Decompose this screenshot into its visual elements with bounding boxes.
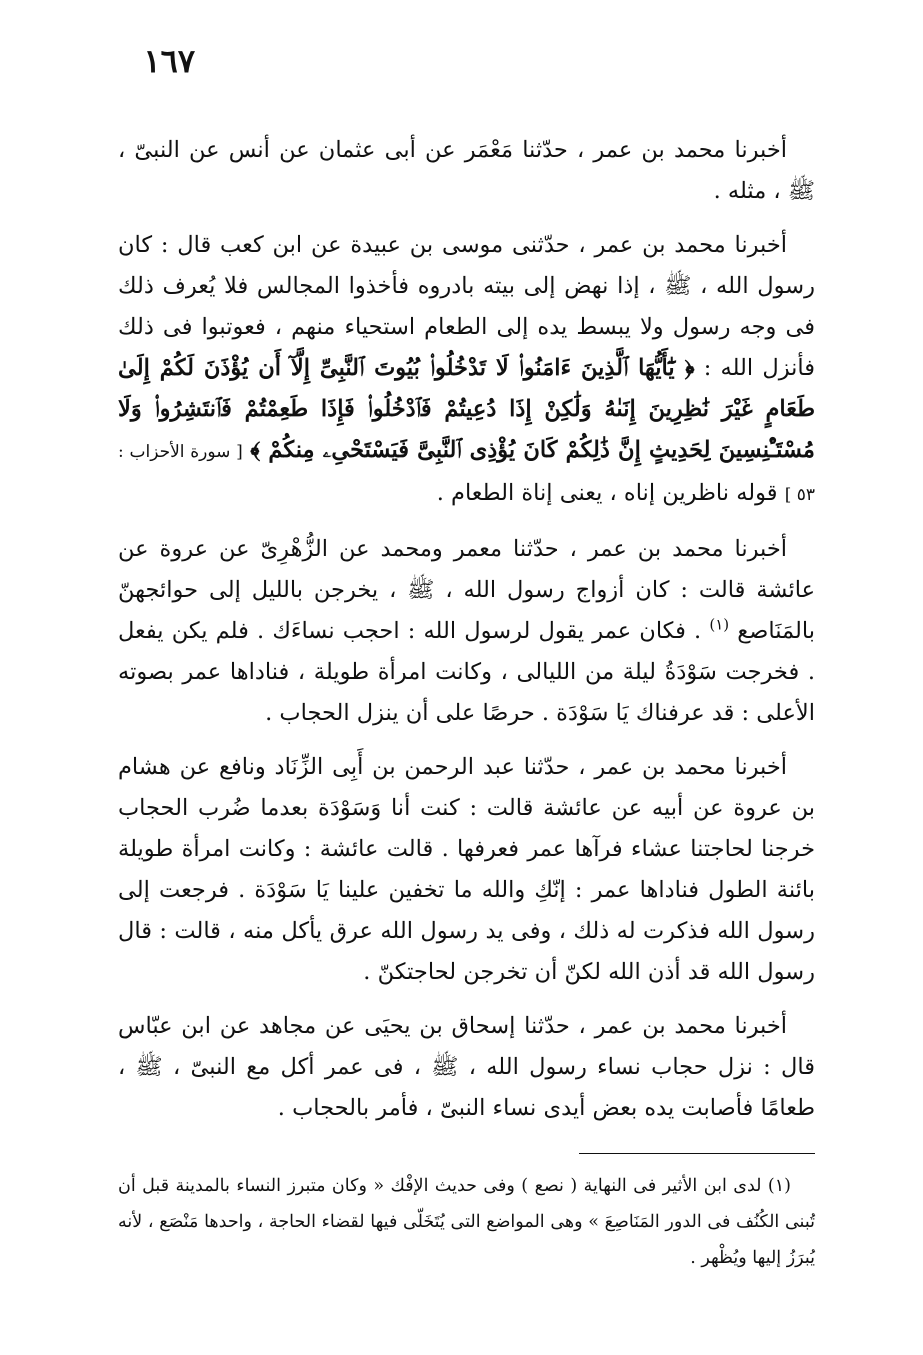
- footnote-text: لدى ابن الأثير فى النهاية ( نصع ) وفى حديث الإفْك « وكان متبرز النساء بالمدينة قبل أن تُبنى الكُنُف فى الدور المَنَاصِعَ » وهى المواضع التى يُتَخَلّى فيها لقضاء الحاجة ، واحدها مَنْصَع ، لأنه يُبرَزُ إليها ويُظْهر .: [118, 1176, 815, 1268]
- footnote-marker: (١): [709, 615, 730, 634]
- paragraph-2: [118, 225, 815, 516]
- paragraph-2-text: أخبرنا محمد بن عمر ، حدّثنى موسى بن عبيدة عن ابن كعب قال : كان رسول الله ، ﷺ ، إذا نهض إلى بيته بادروه فأخذوا المجالس فلا يُعرف ذلك فى وجه رسول ولا يبسط يده إلى الطعام استحياء منهم ، فعوتبوا فى ذلك فأنزل الله :: [118, 232, 815, 381]
- footnote: [118, 1168, 815, 1276]
- page-body: [118, 130, 815, 1129]
- paragraph-3-continuation: فكان عمر يقول لرسول الله : احجب نساءَك . فلم يكن يفعل . فخرجت سَوْدَةُ ليلة من الليالى ، وكانت امرأة طويلة ، فناداها عمر بصوته الأعلى : قد عرفناك يَا سَوْدَة . حرصًا على أن ينزل الحجاب .: [118, 618, 815, 726]
- quran-verse: ﴿ يَٰٓأَيُّهَا ٱلَّذِينَ ءَامَنُوا۟ لَا تَدْخُلُوا۟ بُيُوتَ ٱلنَّبِىِّ إِلَّآ أَن يُؤْذَنَ لَكُمْ إِلَىٰ طَعَامٍ غَيْرَ نَٰظِرِينَ إِنَىٰهُ وَلَٰكِنْ إِذَا دُعِيتُمْ فَٱدْخُلُوا۟ فَإِذَا طَعِمْتُمْ فَٱنتَشِرُوا۟ وَلَا مُسْتَـْٔنِسِينَ لِحَدِيثٍ إِنَّ ذَٰلِكُمْ كَانَ يُؤْذِى ٱلنَّبِىَّ فَيَسْتَحْىِۦ مِنكُمْ ﴾: [118, 355, 815, 463]
- paragraph-5: أخبرنا محمد بن عمر ، حدّثنا إسحاق بن يحيَى عن مجاهد عن ابن عبّاس قال : نزل حجاب نساء رسول الله ، ﷺ ، فى عمر أكل مع النبىّ ، ﷺ ، طعامًا فأصابت يده بعض أيدى نساء النبىّ ، فأمر بالحجاب .: [118, 1013, 815, 1121]
- paragraph-4: أخبرنا محمد بن عمر ، حدّثنا عبد الرحمن بن أَبِى الزِّنَاد ونافع عن هشام بن عروة عن أبيه عن عائشة قالت : كنت أنا وَسَوْدَة بعدما ضُرب الحجاب خرجنا لحاجتنا عشاء فرآها عمر فعرفها . قالت عائشة : وكانت امرأة طويلة بائنة الطول فناداها عمر : إنّكِ والله ما تخفين علينا يَا سَوْدَة . فرجعت إلى رسول الله فذكرت له ذلك ، وفى يد رسول الله عرق يأكل منه ، قالت : قال رسول الله قد أذن الله لكنّ أن تخرجن لحاجتكنّ .: [118, 754, 815, 985]
- footnote-number: (١): [767, 1176, 791, 1196]
- paragraph-3-text: أخبرنا محمد بن عمر ، حدّثنا معمر ومحمد عن الزُّهْرِىّ عن عروة عن عائشة قالت : كان أزواج رسول الله ، ﷺ ، يخرجن بالليل إلى حوائجهنّ بالمَنَاصع: [118, 536, 816, 644]
- paragraph-1: أخبرنا محمد بن عمر ، حدّثنا مَعْمَر عن أبى عثمان عن أنس عن النبىّ ، ﷺ ، مثله .: [118, 137, 815, 204]
- page-number: ١٦٧: [143, 42, 195, 80]
- paragraph-2-end: ناظرين إناه ، يعنى إناة الطعام .: [436, 480, 730, 506]
- paragraph-2-tail: قوله: [736, 480, 778, 506]
- footnote-divider: [579, 1153, 815, 1154]
- surah-reference: [ سورة الأحزاب : ٥٣ ]: [118, 442, 815, 505]
- paragraph-3: أخبرنا محمد بن عمر ، حدّثنا معمر ومحمد عن الزُّهْرِىّ عن عروة عن عائشة قالت : كان أزواج رسول الله ، ﷺ ، يخرجن بالليل إلى حوائجهنّ بالمَنَاصع $^{(١)}$ . فكان عمر يقول لرسول الله : احجب نساءَك . فلم يكن يفعل . فخرجت سَوْدَةُ ليلة من الليالى ، وكانت امرأة طويلة ، فناداها عمر بصوته الأعلى : قد عرفناك يَا سَوْدَة . حرصًا على أن ينزل الحجاب .: [118, 536, 816, 726]
